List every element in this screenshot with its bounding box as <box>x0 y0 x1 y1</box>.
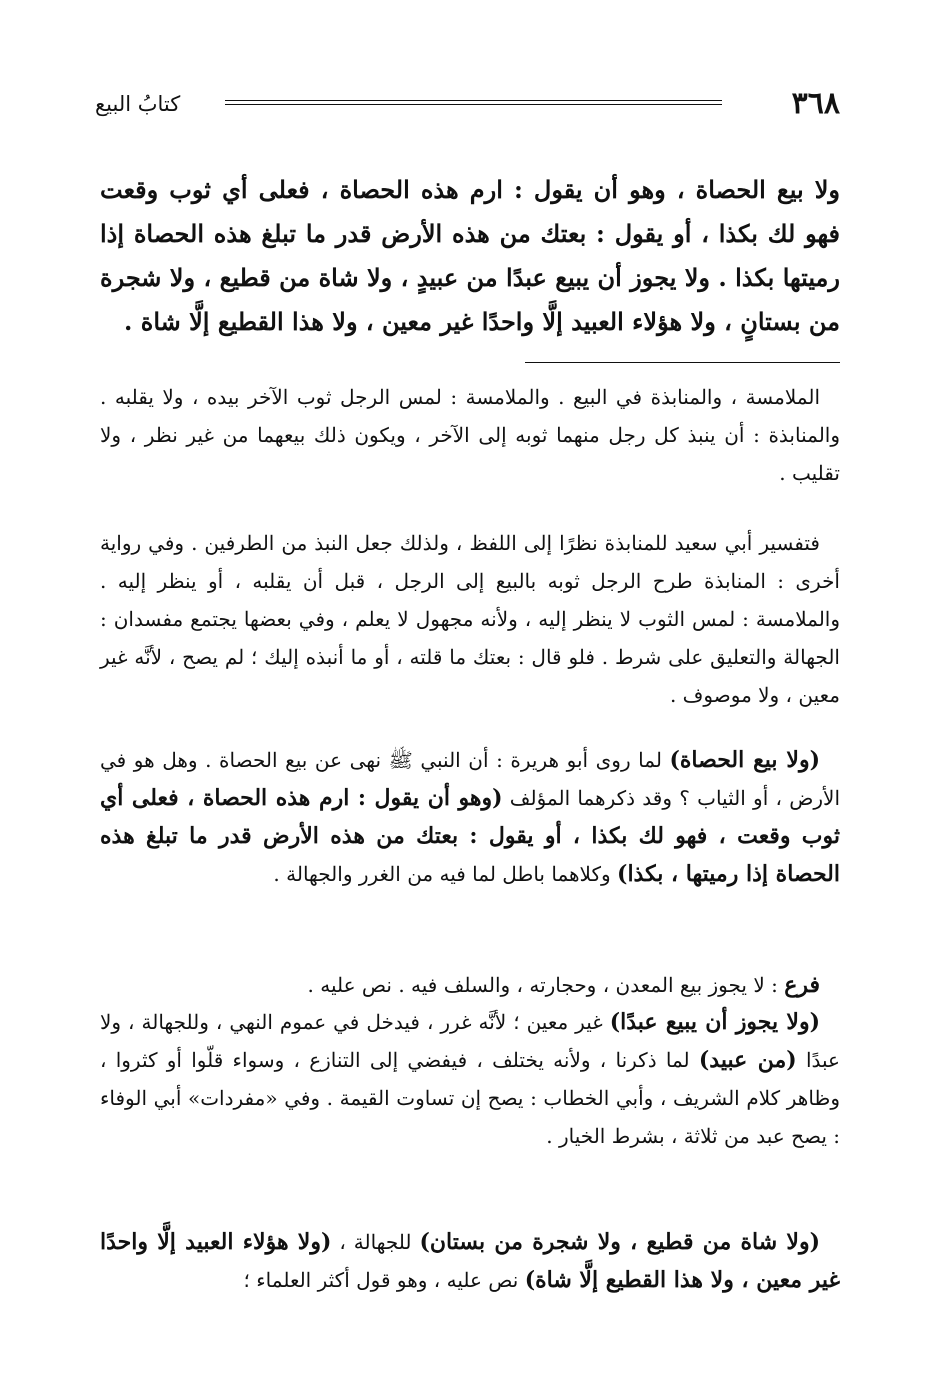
sharh-text <box>100 1003 840 1155</box>
sharh-text: فتفسير أبي سعيد للمنابذة نظرًا إلى اللفظ ، ولذلك جعل النبذ من الطرفين . وفي رواية أخرى : المنابذة طرح الرجل ثوبه بالبيع إلى الرجل ، قبل أن يقلبه ، أو ينظر إليه . والملامسة : لمس الثوب لا ينظر إليه ، ولأنه مجهول لا يعلم ، وفي بعضها يجتمع مفسدان : الجهالة والتعليق على شرط . فلو قال : بعتك ما قلته ، أو ما أنبذه إليك ؛ لم يصح ، لأنَّه غير معين ، ولا موصوف . <box>100 531 841 707</box>
sharh-paragraph-2 <box>100 524 840 714</box>
commentary: نص عليه ، وهو قول أكثر العلماء ؛ <box>243 1268 525 1292</box>
sharh-paragraph-6 <box>100 1223 840 1299</box>
sharh-text: الملامسة ، والمنابذة في البيع . والملامسة : لمس الرجل ثوب الآخر بيده ، ولا يقلبه . والمنابذة : أن ينبذ كل رجل منهما ثوبه إلى الآخر ، ويكون ذلك بيعهما من غير نظر ، ولا تقليب . <box>100 385 840 485</box>
commentary: للجهالة ، <box>331 1230 420 1254</box>
matn-quote: (وهو أن يقول : ارم هذه الحصاة ، فعلى أي ثوب وقعت ، فهو لك بكذا ، أو يقول : بعتك من هذه الأرض قدر ما تبلغ هذه الحصاة إذا رميتها ، بكذا) <box>100 785 840 887</box>
far-heading: فرع <box>784 972 820 998</box>
sharh-text <box>100 966 840 1004</box>
page-number: ٣٦٨ <box>791 86 840 121</box>
matn-quote: (ولا بيع الحصاة) <box>669 747 820 773</box>
commentary: لما ذكرنا ، ولأنه يختلف ، فيفضي إلى التنازع ، وسواء قلّوا أو كثروا ، وظاهر كلام الشريف ، وأبي الخطاب : يصح إن تساوت القيمة . وفي «مفردات» أبي الوفاء : يصح عبد من ثلاثة ، بشرط الخيار . <box>100 1048 840 1148</box>
commentary: : لا يجوز بيع المعدن ، وحجارته ، والسلف فيه . نص عليه . <box>307 973 785 997</box>
commentary: لما روى أبو هريرة : أن النبي ﷺ نهى عن بيع الحصاة . وهل هو في الأرض ، أو الثياب ؟ وقد ذكرهما المؤلف <box>100 748 841 810</box>
sharh-paragraph-1 <box>100 378 840 492</box>
sharh-text <box>100 741 840 893</box>
page-header <box>95 84 840 124</box>
sharh-paragraph-4 <box>100 966 840 1004</box>
matn-quote: (ولا هؤلاء العبيد إلَّا واحدًا غير معين ، ولا هذا القطيع إلَّا شاة) <box>100 1229 840 1293</box>
matn-quote: (من عبيد) <box>698 1047 797 1073</box>
matn-quote: (ولا شاة من قطيع ، ولا شجرة من بستان) <box>419 1229 821 1255</box>
sharh-text <box>100 1223 840 1299</box>
sharh-paragraph-3 <box>100 741 840 893</box>
sharh-paragraph-5 <box>100 1003 840 1155</box>
book-title: كتابُ البيع <box>95 92 181 116</box>
commentary: وكلاهما باطل لما فيه من الغرر والجهالة . <box>273 862 618 886</box>
matn-text: ولا بيع الحصاة ، وهو أن يقول : ارم هذه الحصاة ، فعلى أي ثوب وقعت فهو لك بكذا ، أو يقول : بعتك من هذه الأرض قدر ما تبلغ هذه الحصاة إذا رميتها بكذا . ولا يجوز أن يبيع عبدًا من عبيدٍ ، ولا شاة من قطيع ، ولا شجرة من بستانٍ ، ولا هؤلاء العبيد إلَّا واحدًا غير معين ، ولا هذا القطيع إلَّا شاة . <box>100 175 840 336</box>
footnote-separator <box>525 362 840 363</box>
commentary: غير معين ؛ لأنَّه غرر ، فيدخل في عموم النهي ، وللجهالة ، ولا عبدًا <box>100 1010 840 1072</box>
matn-quote: (ولا يجوز أن يبيع عبدًا) <box>609 1009 821 1035</box>
header-rule <box>225 100 722 105</box>
